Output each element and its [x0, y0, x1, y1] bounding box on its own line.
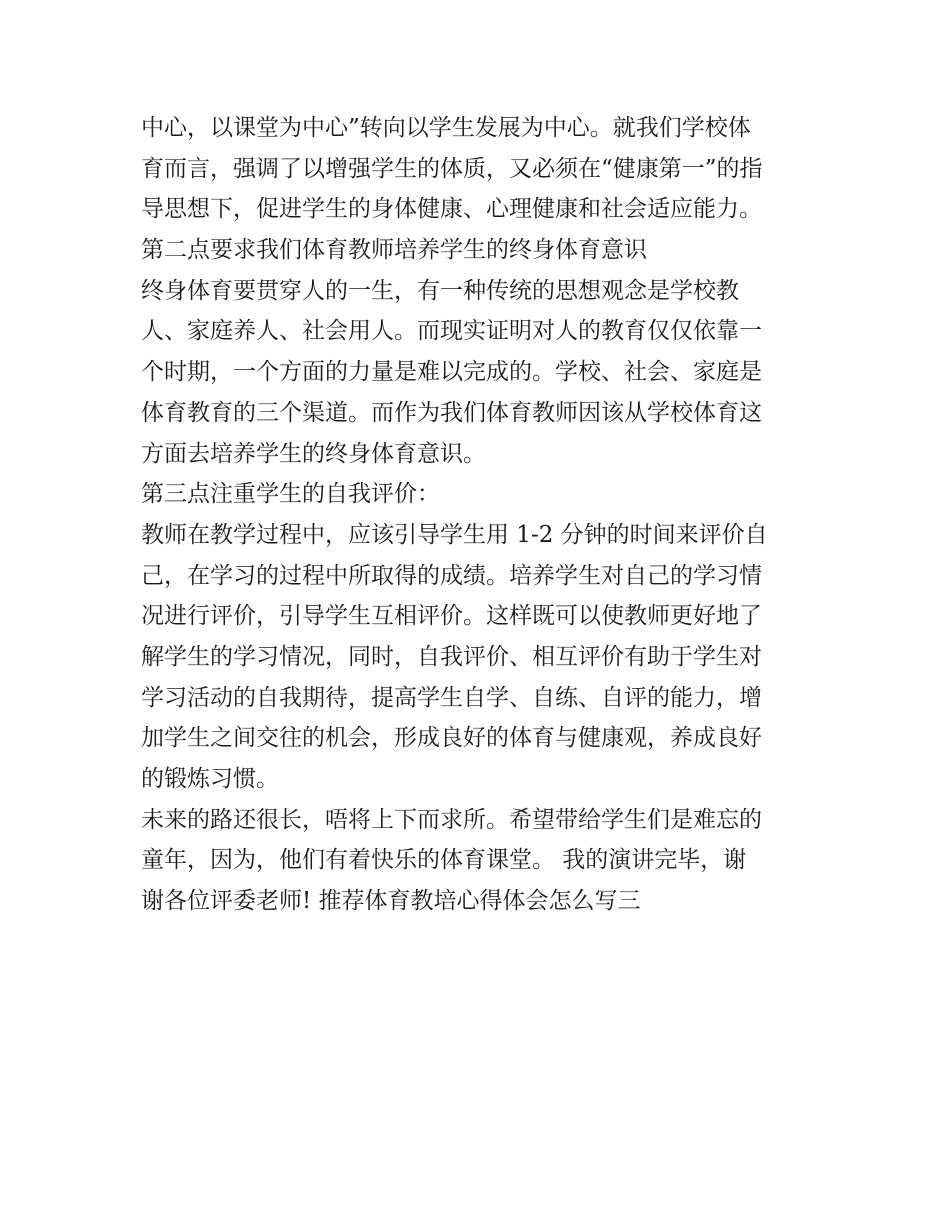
text-line: 中心，以课堂为中心”转向以学生发展为中心。就我们学校体	[141, 115, 751, 141]
text-line: 未来的路还很长，唔将上下而求所。希望带给学生们是难忘的	[141, 806, 762, 833]
text-line: 的锻炼习惯。	[141, 766, 279, 792]
text-line: 谢各位评委老师! 推荐体育教培心得体会怎么写三	[141, 888, 641, 915]
text-line: 育而言，强调了以增强学生的体质，又必须在“健康第一”的指	[141, 155, 763, 182]
text-line: 况进行评价，引导学生互相评价。这样既可以使教师更好地了	[141, 603, 762, 630]
text-line: 体育教育的三个渠道。而作为我们体育教师因该从学校体育这	[141, 399, 762, 426]
text-line: 个时期，一个方面的力量是难以完成的。学校、社会、家庭是	[141, 359, 762, 386]
text-line: 人、家庭养人、社会用人。而现实证明对人的教育仅仅依靠一	[141, 318, 762, 345]
body-text	[141, 108, 821, 922]
text-line: 教师在教学过程中，应该引导学生用 1-2 分钟的时间来评价自	[141, 521, 768, 548]
text-line: 导思想下，促进学生的身体健康、心理健康和社会适应能力。	[141, 196, 762, 223]
text-line: 终身体育要贯穿人的一生，有一种传统的思想观念是学校教	[141, 277, 739, 304]
text-line: 加学生之间交往的机会，形成良好的体育与健康观，养成良好	[141, 725, 762, 752]
section-heading: 第三点注重学生的自我评价：	[141, 481, 440, 508]
text-line: 学习活动的自我期待，提高学生自学、自练、自评的能力，增	[141, 684, 762, 711]
text-line: 己，在学习的过程中所取得的成绩。培养学生对自己的学习情	[141, 562, 762, 589]
text-line: 童年，因为，他们有着快乐的体育课堂。 我的演讲完毕，谢	[141, 847, 747, 874]
section-heading: 第二点要求我们体育教师培养学生的终身体育意识	[141, 237, 647, 264]
text-line: 方面去培养学生的终身体育意识。	[141, 440, 486, 467]
text-line: 解学生的学习情况，同时，自我评价、相互评价有助于学生对	[141, 643, 762, 670]
